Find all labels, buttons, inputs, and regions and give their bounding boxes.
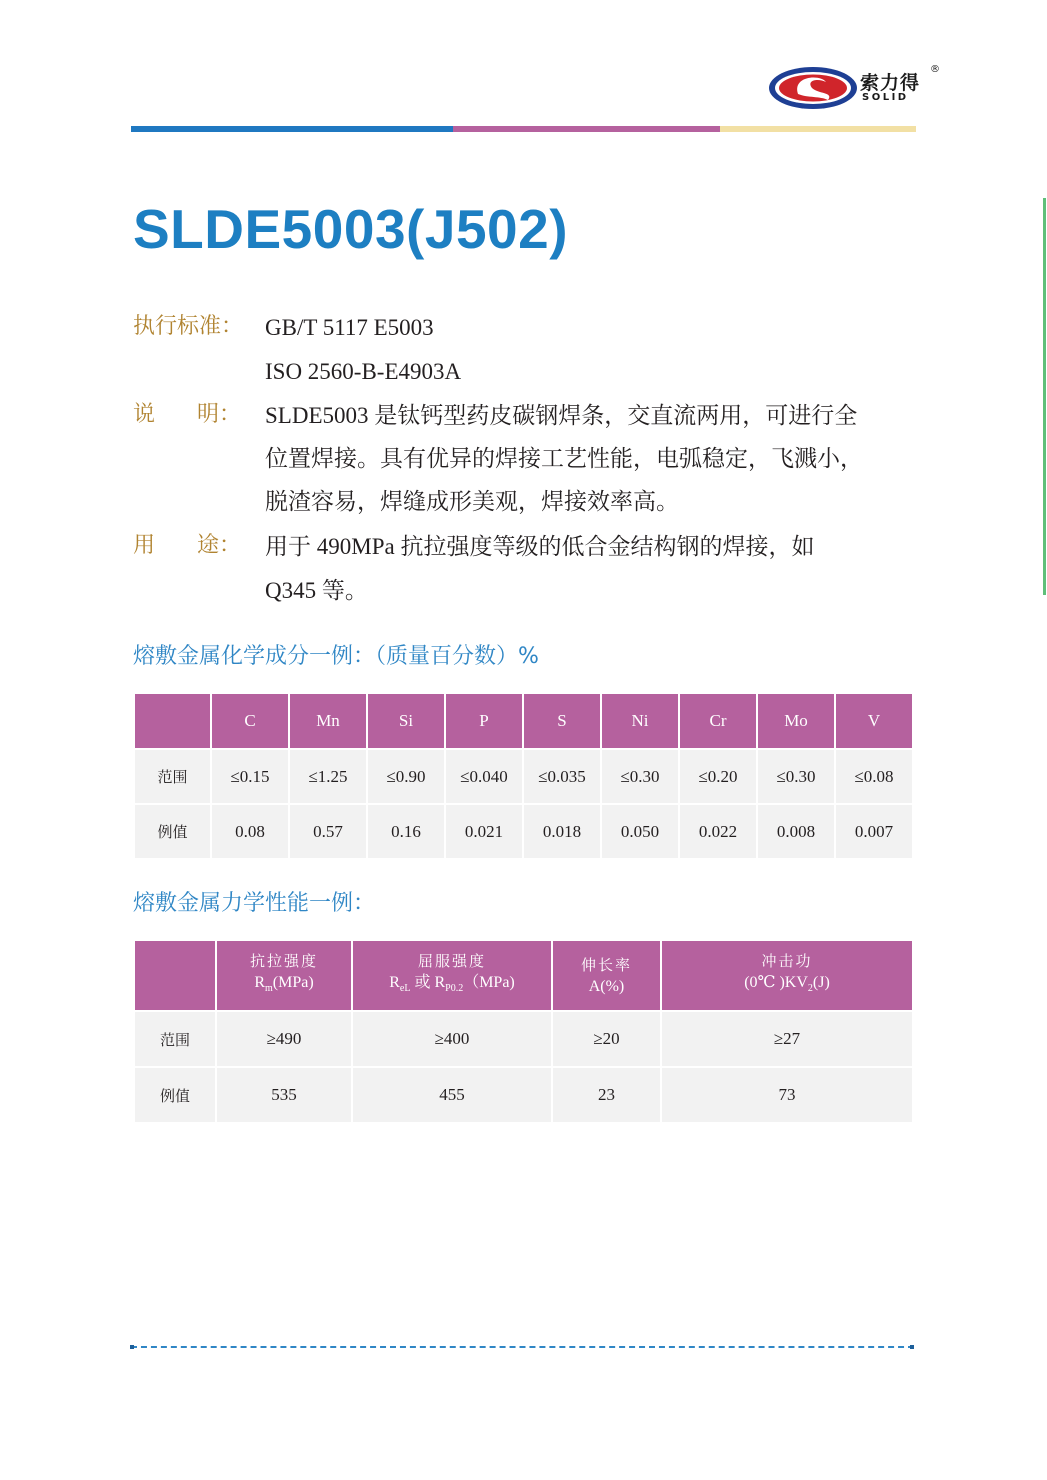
row-label: 例值 [135, 803, 212, 858]
table-cell: ≥490 [217, 1010, 353, 1066]
mech-header-corner [135, 941, 217, 1010]
chem-header-row [135, 694, 912, 748]
mech-header-elongation: 伸长率 A(%) [553, 941, 662, 1010]
product-title: SLDE5003(J502) [133, 198, 569, 260]
usage-line-2: Q345 等。 [265, 578, 368, 603]
mech-header-label: 抗拉强度 [249, 952, 318, 971]
brand-logo [768, 64, 948, 114]
chem-header-cell: S [524, 694, 602, 748]
mech-header-row [135, 941, 912, 1010]
chem-header-cell: V [836, 694, 912, 748]
mech-section-title: 熔敷金属力学性能一例： [133, 891, 376, 916]
description-line-1: SLDE5003 是钛钙型药皮碳钢焊条，交直流两用，可进行全 [265, 403, 858, 428]
table-cell: 0.018 [524, 803, 602, 858]
mech-header-tensile: 抗拉强度 $R_m(MPa)$ [217, 941, 353, 1010]
mech-header-label: 伸长率 [580, 955, 632, 974]
footer-divider-dot [130, 1345, 134, 1349]
table-cell: ≤0.15 [212, 748, 290, 803]
header-bar-blue [131, 126, 453, 132]
table-cell: ≤0.30 [758, 748, 836, 803]
table-row [135, 803, 912, 858]
chem-header-cell: Cr [680, 694, 758, 748]
row-label: 范围 [135, 748, 212, 803]
table-cell: ≤0.040 [446, 748, 524, 803]
table-cell: 0.16 [368, 803, 446, 858]
table-cell: 0.007 [836, 803, 912, 858]
table-cell: ≤0.90 [368, 748, 446, 803]
table-cell: 73 [662, 1066, 912, 1122]
table-cell: 0.008 [758, 803, 836, 858]
header-bar-pink [453, 126, 720, 132]
table-cell: 0.08 [212, 803, 290, 858]
usage-label: 用 途： [133, 533, 241, 558]
table-cell: ≤0.20 [680, 748, 758, 803]
header-bar-yellow [720, 126, 916, 132]
chem-header-cell [135, 694, 212, 748]
mechanical-properties-table [135, 941, 912, 1122]
table-cell: ≤1.25 [290, 748, 368, 803]
table-cell: 0.022 [680, 803, 758, 858]
chem-header-cell: Si [368, 694, 446, 748]
table-row [135, 748, 912, 803]
description-line-3: 脱渣容易，焊缝成形美观，焊接效率高。 [265, 489, 679, 514]
table-cell: 23 [553, 1066, 662, 1122]
chem-header-cell: P [446, 694, 524, 748]
row-label: 例值 [135, 1066, 217, 1122]
footer-divider-dot [910, 1345, 914, 1349]
chem-header-cell: C [212, 694, 290, 748]
chem-section-title: 熔敷金属化学成分一例：（质量百分数）% [133, 644, 539, 669]
brand-name-en: SOLID [862, 92, 909, 103]
table-cell: 0.57 [290, 803, 368, 858]
standard-line-1: GB/T 5117 E5003 [265, 315, 434, 340]
mech-header-yield: 屈服强度 $R_{eL}$ 或 $R_{P0.2}(MPa)$ [353, 941, 553, 1010]
table-cell: ≥20 [553, 1010, 662, 1066]
footer-divider [131, 1346, 914, 1348]
mech-header-label: 冲击功 [761, 952, 813, 971]
table-cell: ≥27 [662, 1010, 912, 1066]
description-label: 说 明： [133, 402, 241, 427]
mech-header-impact: 冲击功 (0℃ )$KV_2(J)$ [662, 941, 912, 1010]
row-label: 范围 [135, 1010, 217, 1066]
table-row [135, 1010, 912, 1066]
standard-label: 执行标准： [133, 314, 244, 339]
table-cell: 535 [217, 1066, 353, 1122]
table-cell: ≥400 [353, 1010, 553, 1066]
table-cell: 455 [353, 1066, 553, 1122]
table-cell: ≤0.035 [524, 748, 602, 803]
side-accent-line [1043, 198, 1046, 595]
brand-logo-mark [768, 66, 858, 110]
usage-line-1: 用于 490MPa 抗拉强度等级的低合金结构钢的焊接，如 [265, 534, 815, 559]
table-row [135, 1066, 912, 1122]
mech-header-label: 屈服强度 [417, 952, 486, 971]
standard-line-2: ISO 2560-B-E4903A [265, 359, 462, 384]
chem-composition-table [135, 694, 912, 858]
table-cell: 0.021 [446, 803, 524, 858]
registered-mark: ® [930, 64, 940, 75]
brand-name-cn: 索力得 [860, 72, 921, 94]
table-cell: 0.050 [602, 803, 680, 858]
description-line-2: 位置焊接。具有优异的焊接工艺性能，电弧稳定，飞溅小， [265, 446, 863, 471]
chem-header-cell: Mn [290, 694, 368, 748]
chem-header-cell: Ni [602, 694, 680, 748]
table-cell: ≤0.08 [836, 748, 912, 803]
table-cell: ≤0.30 [602, 748, 680, 803]
chem-header-cell: Mo [758, 694, 836, 748]
